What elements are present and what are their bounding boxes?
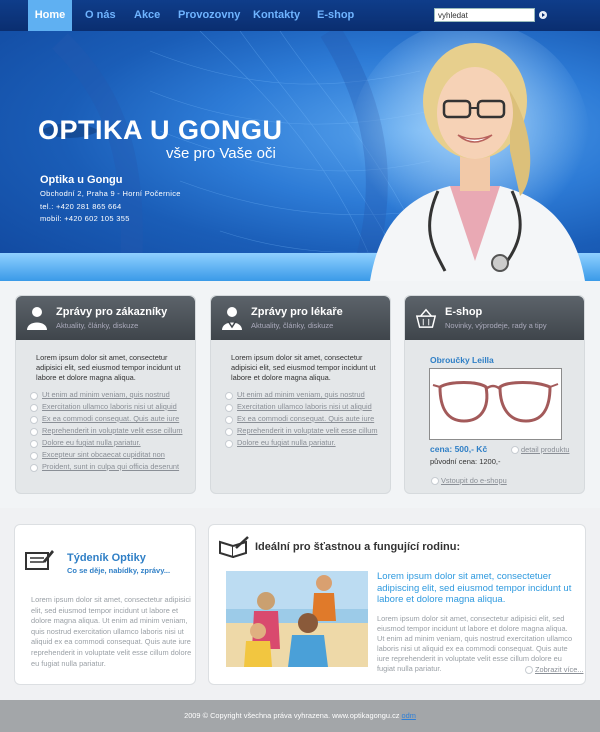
product-image[interactable] xyxy=(429,368,562,440)
customer-news-box xyxy=(15,295,196,494)
family-lead-text: Lorem ipsum dolor sit amet, consectetuer adipiscing elit, sed eiusmod tempor incidunt ut labore et dolore magna aliqua. xyxy=(377,571,572,605)
box-header xyxy=(16,296,195,340)
enter-eshop-link[interactable]: Vstoupit do e-shopu xyxy=(431,476,507,485)
news-link[interactable]: Exercitation ullamco laboris nisi ut aliquid xyxy=(30,401,183,413)
doctor-photo xyxy=(350,31,600,281)
footer-link[interactable]: odm xyxy=(401,711,416,720)
weekly-card xyxy=(14,524,196,685)
show-more-label: Zobrazit více... xyxy=(535,665,584,674)
footer xyxy=(0,700,600,732)
nav-akce[interactable]: Akce xyxy=(134,9,161,21)
open-book-icon xyxy=(218,536,250,558)
weekly-text: Lorem ipsum dolor sit amet, consectetur adipisici elit, sed eiusmod tempor incidunt ut labore et dolore magna aliqua. Ut enim ad minim veniam, quis nostrud exercitation ullamco laboris nisi ut aliquid ex ea commodi consequat. Quis aute iure reprehenderit in voluptate velit esse cillum dolore eu fugiat nulla pariatur. xyxy=(31,595,192,668)
top-navigation xyxy=(0,0,600,31)
doctor-icon xyxy=(221,306,243,330)
search-input[interactable] xyxy=(434,8,535,22)
news-link[interactable]: Proident, sunt in culpa qui officia deserunt xyxy=(30,461,183,473)
doctor-news-box xyxy=(210,295,391,494)
news-link[interactable]: Exercitation ullamco laboris nisi ut aliquid xyxy=(225,401,378,413)
news-link[interactable]: Reprehenderit in voluptate velit esse cillum xyxy=(225,425,378,437)
company-phone: tel.: +420 281 865 664 xyxy=(40,202,122,211)
product-name[interactable]: Obroučky Leilla xyxy=(430,355,494,365)
newspaper-icon xyxy=(25,549,55,571)
box-subtitle: Aktuality, články, diskuze xyxy=(56,321,139,330)
company-mobile: mobil: +420 602 105 355 xyxy=(40,214,130,223)
news-link[interactable]: Dolore eu fugiat nulla pariatur. xyxy=(225,437,378,449)
family-beach-image xyxy=(226,571,368,667)
news-link-list xyxy=(225,389,378,449)
family-photo xyxy=(226,571,368,667)
nav-kontakty[interactable]: Kontakty xyxy=(253,9,301,21)
box-header xyxy=(211,296,390,340)
news-link[interactable]: Ex ea commodi consequat. Quis aute iure xyxy=(225,413,378,425)
company-address: Obchodní 2, Praha 9 - Horní Počernice xyxy=(40,189,181,198)
box-subtitle: Aktuality, články, diskuze xyxy=(251,321,334,330)
search-submit-icon[interactable] xyxy=(539,11,547,19)
news-link[interactable]: Excepteur sint obcaecat cupiditat non xyxy=(30,449,183,461)
box-intro-text: Lorem ipsum dolor sit amet, consectetur adipisici elit, sed eiusmod tempor incidunt ut labore et dolore magna aliqua. xyxy=(231,353,376,382)
nav-eshop[interactable]: E-shop xyxy=(317,9,355,21)
show-more-link[interactable] xyxy=(525,665,583,674)
news-link[interactable]: Dolore eu fugiat nulla pariatur. xyxy=(30,437,183,449)
news-link-list xyxy=(30,389,183,473)
hero-banner xyxy=(0,31,600,281)
eshop-box xyxy=(404,295,585,494)
news-link[interactable]: Ex ea commodi consequat. Quis aute iure xyxy=(30,413,183,425)
lower-section xyxy=(0,508,600,700)
footer-copyright: 2009 © Copyright všechna práva vyhrazena. www.optikagongu.cz xyxy=(184,711,400,720)
news-link[interactable]: Ut enim ad minim veniam, quis nostrud xyxy=(30,389,183,401)
box-title: Zprávy pro lékaře xyxy=(251,306,343,318)
person-icon xyxy=(26,306,48,330)
family-title: Ideální pro šťastnou a fungující rodinu: xyxy=(255,541,461,553)
hero-title: OPTIKA U GONGU xyxy=(38,115,283,145)
product-original-price: původní cena: 1200,- xyxy=(430,457,501,466)
box-title: E-shop xyxy=(445,306,483,318)
box-intro-text: Lorem ipsum dolor sit amet, consectetur adipisici elit, sed eiusmod tempor incidunt ut labore et dolore magna aliqua. xyxy=(36,353,181,382)
glasses-image xyxy=(430,369,561,439)
family-body-text: Lorem ipsum dolor sit amet, consectetur adipisici elit, sed eiusmod tempor incidunt ut labore et dolore magna aliqua. Ut enim ad minim veniam, quis nostrud exercitation ullamco laboris nisi ut aliquid ex ea commodi consequat. Quis aute iure reprehenderit in voluptate velit esse cillum dolore eu fugiat nulla pariatur. xyxy=(377,614,573,673)
product-detail-link[interactable]: detail produktu xyxy=(511,445,569,454)
hero-subtitle: vše pro Vaše oči xyxy=(166,145,276,162)
weekly-subtitle: Co se děje, nabídky, zprávy... xyxy=(67,566,171,575)
company-name: Optika u Gongu xyxy=(40,174,123,186)
box-subtitle: Novinky, výprodeje, rady a tipy xyxy=(445,321,547,330)
product-price: cena: 500,- Kč xyxy=(430,444,488,454)
nav-home[interactable]: Home xyxy=(28,0,72,31)
nav-provozovny[interactable]: Provozovny xyxy=(178,9,241,21)
box-header xyxy=(405,296,584,340)
box-title: Zprávy pro zákazníky xyxy=(56,306,168,318)
nav-o-nas[interactable]: O nás xyxy=(85,9,116,21)
family-card xyxy=(208,524,586,685)
weekly-title[interactable]: Týdeník Optiky xyxy=(67,552,146,564)
news-link[interactable]: Reprehenderit in voluptate velit esse cillum xyxy=(30,425,183,437)
shopping-basket-icon xyxy=(415,306,437,330)
news-link[interactable]: Ut enim ad minim veniam, quis nostrud xyxy=(225,389,378,401)
